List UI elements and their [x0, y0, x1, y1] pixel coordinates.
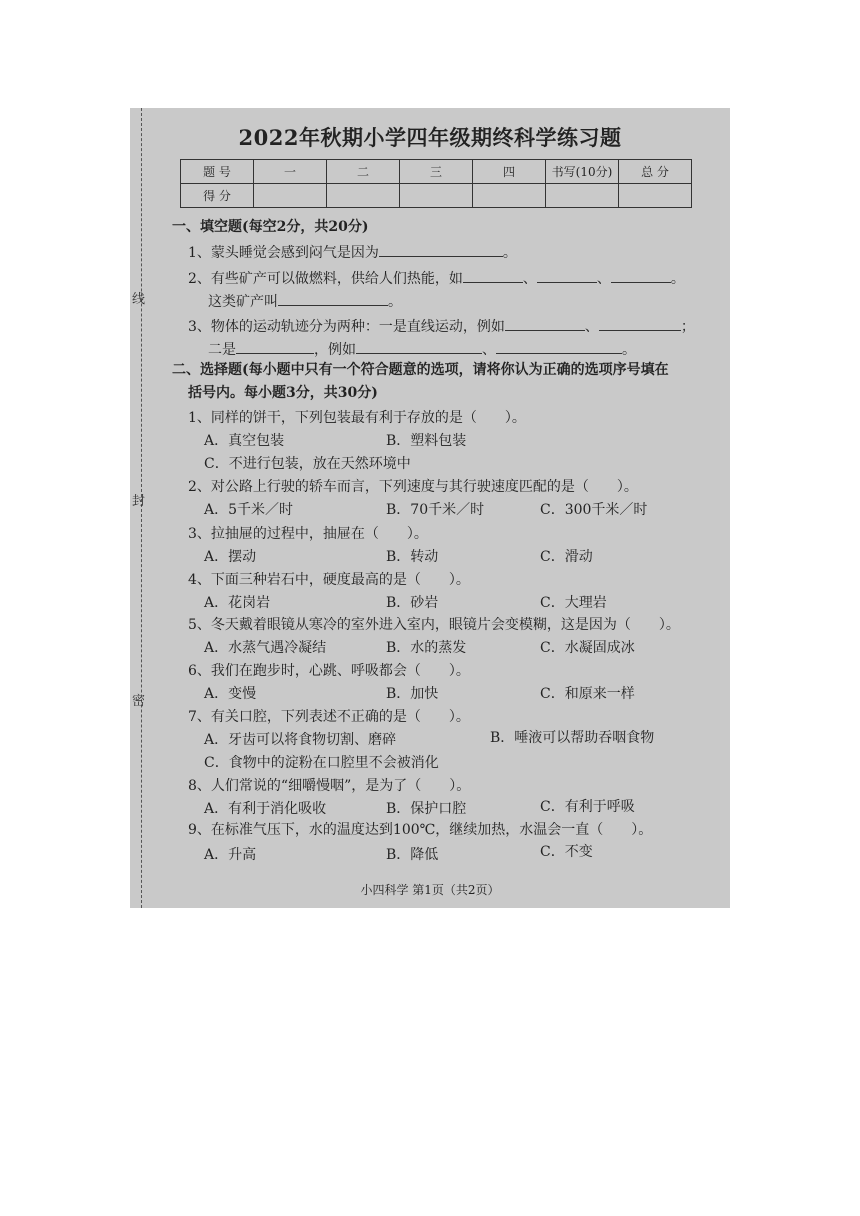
option-c[interactable]: C．滑动	[540, 549, 593, 565]
question-text: 3、物体的运动轨迹分为两种：一是直线运动，例如	[188, 319, 505, 335]
question-text: ，例如	[314, 342, 356, 358]
table-cell: 书写(10分)	[546, 160, 619, 184]
table-cell: 三	[400, 160, 473, 184]
section2-heading: 二、选择题(每小题中只有一个符合题意的选项，请将你认为正确的选项序号填在	[172, 362, 669, 378]
choice-question-1: 1、同样的饼干，下列包装最有利于存放的是（ ）。	[188, 410, 526, 426]
exam-title: 2022年秋期小学四年级期终科学练习题	[238, 125, 622, 150]
score-cell[interactable]	[546, 184, 619, 208]
score-cell[interactable]	[473, 184, 546, 208]
fill-question-2	[188, 268, 685, 288]
option-c[interactable]: C．不进行包装，放在天然环境中	[204, 456, 411, 472]
choice-question-5: 5、冬天戴着眼镜从寒冷的室外进入室内，眼镜片会变模糊，这是因为（ ）。	[188, 617, 680, 633]
punct: ；	[680, 319, 695, 335]
option-c[interactable]: C．300千米／时	[540, 502, 648, 518]
answer-blank[interactable]	[236, 339, 314, 354]
option-c[interactable]: C．不变	[540, 844, 593, 860]
option-a[interactable]: A．水蒸气遇冷凝结	[204, 640, 327, 656]
option-a[interactable]: A．摆动	[204, 549, 257, 565]
choice-question-6: 6、我们在跑步时，心跳、呼吸都会（ ）。	[188, 663, 470, 679]
punct: 。	[388, 294, 402, 310]
option-b[interactable]: B．保护口腔	[386, 801, 467, 817]
question-text: 2、有些矿产可以做燃料，供给人们热能，如	[188, 271, 463, 287]
option-b[interactable]: B．转动	[386, 549, 439, 565]
option-b[interactable]: B．唾液可以帮助吞咽食物	[490, 730, 655, 746]
question-text: 二是	[208, 342, 236, 358]
answer-blank[interactable]	[496, 339, 622, 354]
answer-blank[interactable]	[356, 339, 482, 354]
margin-char-mi: 密	[132, 694, 146, 709]
option-c[interactable]: C．大理岩	[540, 595, 607, 611]
answer-blank[interactable]	[611, 268, 671, 283]
score-table-header-row	[181, 160, 692, 184]
score-cell[interactable]	[619, 184, 692, 208]
choice-question-4: 4、下面三种岩石中，硬度最高的是（ ）。	[188, 572, 470, 588]
score-table-score-row	[181, 184, 692, 208]
question-text: 1、蒙头睡觉会感到闷气是因为	[188, 245, 379, 261]
answer-blank[interactable]	[379, 242, 503, 257]
fill-question-3	[188, 316, 695, 336]
option-a[interactable]: A．牙齿可以将食物切割、磨碎	[204, 732, 397, 748]
option-c[interactable]: C．水凝固成冰	[540, 640, 635, 656]
answer-blank[interactable]	[463, 268, 523, 283]
score-cell[interactable]	[327, 184, 400, 208]
answer-blank[interactable]	[505, 316, 585, 331]
option-c[interactable]: C．和原来一样	[540, 686, 635, 702]
table-cell: 一	[254, 160, 327, 184]
page-footer: 小四科学 第1页（共2页）	[360, 883, 500, 897]
punct: 、	[584, 319, 599, 335]
score-cell[interactable]	[400, 184, 473, 208]
score-cell[interactable]	[254, 184, 327, 208]
option-b[interactable]: B．70千米／时	[386, 502, 485, 518]
punct: 、	[522, 271, 537, 287]
option-c[interactable]: C．有利于呼吸	[540, 799, 635, 815]
section1-heading: 一、填空题(每空2分，共20分)	[172, 219, 369, 235]
punct: 、	[482, 342, 496, 358]
table-cell: 二	[327, 160, 400, 184]
punct: 、	[596, 271, 611, 287]
option-c[interactable]: C．食物中的淀粉在口腔里不会被消化	[204, 755, 439, 771]
section2-heading-line2: 括号内。每小题3分，共30分)	[188, 385, 378, 401]
table-cell: 四	[473, 160, 546, 184]
option-a[interactable]: A．真空包装	[204, 433, 285, 449]
option-a[interactable]: A．5千米／时	[204, 502, 294, 518]
option-b[interactable]: B．水的蒸发	[386, 640, 467, 656]
choice-question-9: 9、在标准气压下，水的温度达到100℃，继续加热，水温会一直（ ）。	[188, 822, 653, 838]
fill-question-3-line2	[208, 339, 636, 359]
choice-question-8: 8、人们常说的“细嚼慢咽”，是为了（ ）。	[188, 778, 471, 794]
option-b[interactable]: B．加快	[386, 686, 439, 702]
option-a[interactable]: A．有利于消化吸收	[204, 801, 327, 817]
answer-blank[interactable]	[599, 316, 681, 331]
margin-char-xian: 线	[132, 292, 146, 307]
score-table	[180, 159, 692, 208]
choice-question-7: 7、有关口腔，下列表述不正确的是（ ）。	[188, 709, 470, 725]
margin-char-feng: 封	[132, 494, 146, 509]
option-a[interactable]: A．花岗岩	[204, 595, 271, 611]
option-b[interactable]: B．塑料包装	[386, 433, 467, 449]
option-a[interactable]: A．变慢	[204, 686, 257, 702]
choice-question-3: 3、拉抽屉的过程中，抽屉在（ ）。	[188, 526, 428, 542]
option-b[interactable]: B．砂岩	[386, 595, 439, 611]
table-cell: 总 分	[619, 160, 692, 184]
exam-paper	[130, 108, 730, 908]
choice-question-2: 2、对公路上行驶的轿车而言，下列速度与其行驶速度匹配的是（ ）。	[188, 479, 638, 495]
table-cell: 题 号	[181, 160, 254, 184]
option-a[interactable]: A．升高	[204, 847, 257, 863]
answer-blank[interactable]	[278, 291, 388, 306]
fill-question-1	[188, 242, 517, 262]
option-b[interactable]: B．降低	[386, 847, 439, 863]
punct: 。	[622, 342, 636, 358]
answer-blank[interactable]	[537, 268, 597, 283]
table-cell: 得 分	[181, 184, 254, 208]
punct: 。	[502, 245, 517, 261]
fill-question-2-line2	[208, 291, 402, 311]
punct: 。	[670, 271, 685, 287]
question-text: 这类矿产叫	[208, 294, 278, 310]
